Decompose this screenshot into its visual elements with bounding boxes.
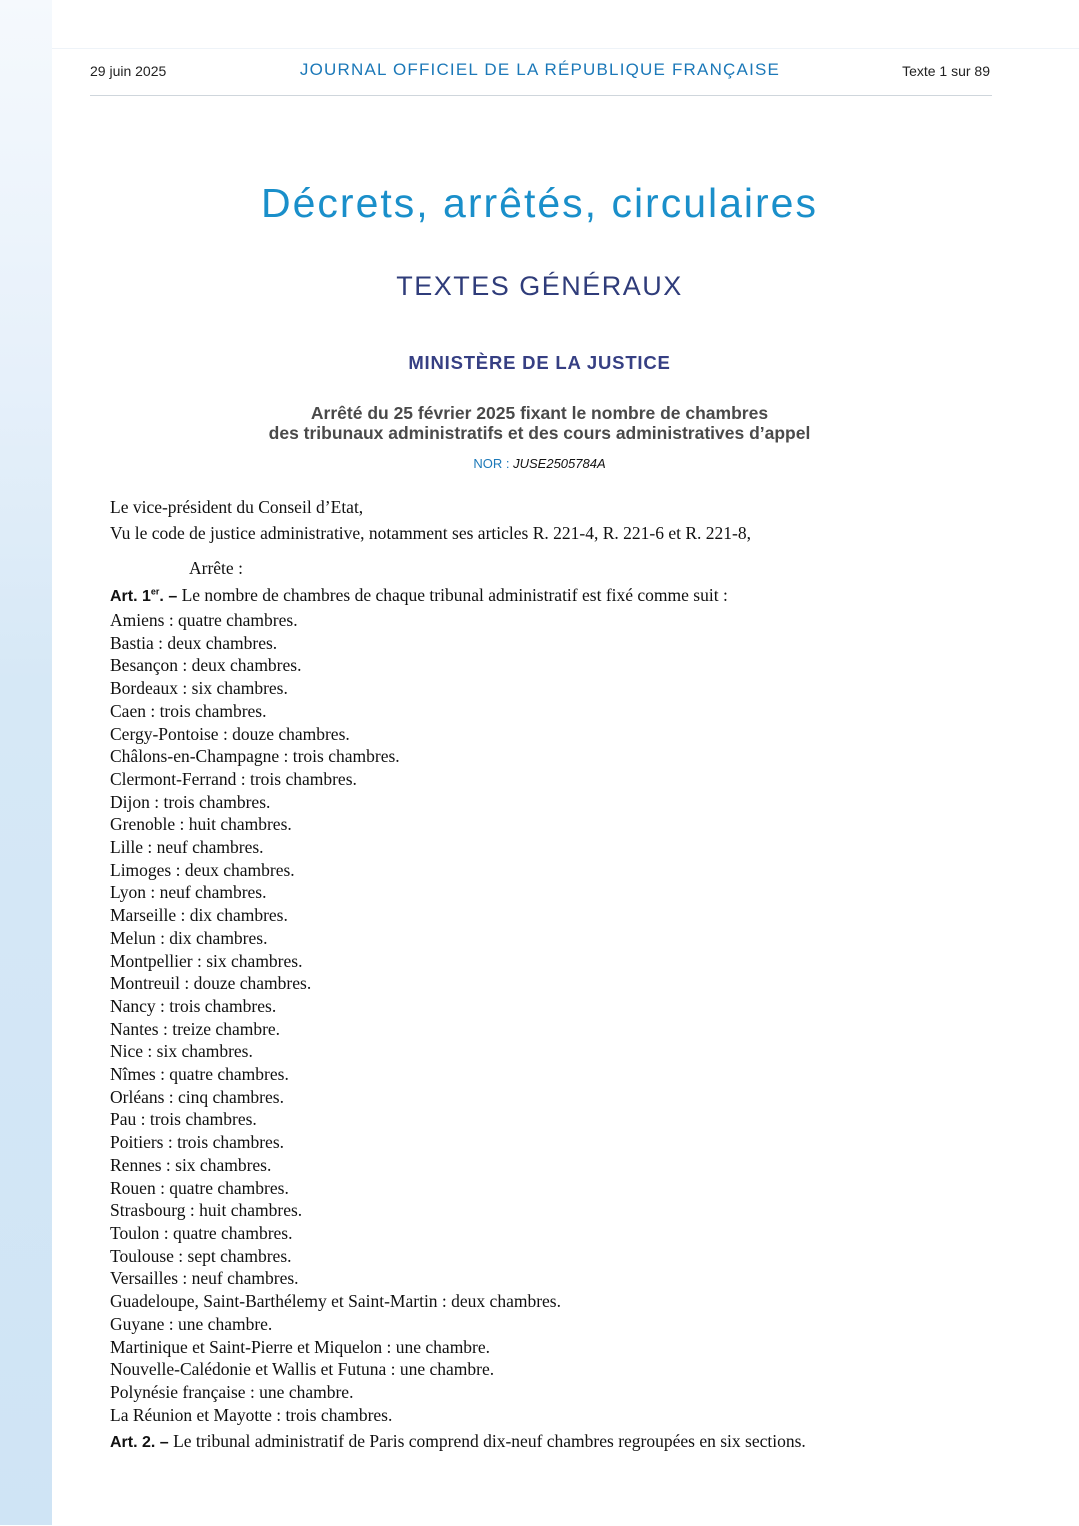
list-item: Amiens : quatre chambres.: [110, 610, 298, 630]
section-title: TEXTES GÉNÉRAUX: [396, 271, 683, 301]
list-item: Marseille : dix chambres.: [110, 905, 288, 926]
article-2: [110, 1431, 806, 1452]
article-1-text: Le nombre de chambres de chaque tribunal administratif est fixé comme suit :: [177, 585, 728, 605]
arrete-verb: Arrête :: [189, 558, 243, 578]
list-item: Nice : six chambres.: [110, 1041, 253, 1062]
ministry-heading: MINISTÈRE DE LA JUSTICE: [408, 352, 671, 373]
list-item: Caen : trois chambres.: [110, 700, 267, 721]
running-header: [90, 60, 990, 82]
list-item: Versailles : neuf chambres.: [110, 1268, 299, 1289]
article-1-heading: [110, 585, 728, 606]
list-item: Poitiers : trois chambres.: [110, 1132, 285, 1153]
list-item: Montpellier : six chambres.: [110, 950, 303, 971]
list-item: Guyane : une chambre.: [110, 1313, 273, 1334]
list-item: Guadeloupe, Saint-Barthélemy et Saint-Martin : deux chambres.: [110, 1291, 561, 1312]
preamble-line-1: Le vice-président du Conseil d’Etat,: [110, 497, 364, 517]
list-item: Lyon : neuf chambres.: [110, 882, 267, 903]
list-item: Orléans : cinq chambres.: [110, 1086, 284, 1107]
tribunal-list: [110, 609, 561, 1426]
article-2-label: Art. 2. –: [110, 1434, 169, 1451]
article-1-label: Art. 1er. –: [110, 586, 178, 605]
list-item: Châlons-en-Champagne : trois chambres.: [110, 746, 400, 767]
list-item: Toulon : quatre chambres.: [110, 1222, 293, 1243]
list-item: Polynésie française : une chambre.: [110, 1381, 354, 1402]
list-item: Bordeaux : six chambres.: [110, 678, 288, 699]
list-item: Nîmes : quatre chambres.: [110, 1064, 289, 1085]
nor-reference: [0, 456, 1079, 471]
list-item: Cergy-Pontoise : douze chambres.: [110, 723, 350, 744]
list-item: Toulouse : sept chambres.: [110, 1245, 292, 1266]
list-item: Besançon : deux chambres.: [110, 655, 302, 676]
list-item: La Réunion et Mayotte : trois chambres.: [110, 1404, 393, 1425]
arrete-title-line-2: des tribunaux administratifs et des cours administratives d’appel: [268, 423, 811, 443]
list-item: Melun : dix chambres.: [110, 927, 268, 948]
list-item: Lille : neuf chambres.: [110, 837, 264, 858]
left-margin-band: [0, 0, 52, 1525]
list-item: Nantes : treize chambre.: [110, 1018, 281, 1039]
header-text-number: Texte 1 sur 89: [902, 63, 990, 79]
list-item: Montreuil : douze chambres.: [110, 973, 312, 994]
nor-label: NOR :: [473, 456, 514, 471]
header-journal-name: JOURNAL OFFICIEL DE LA RÉPUBLIQUE FRANÇAISE: [299, 60, 781, 79]
list-item: Rouen : quatre chambres.: [110, 1177, 289, 1198]
list-item: Nouvelle-Calédonie et Wallis et Futuna : une chambre.: [110, 1359, 495, 1380]
list-item: Rennes : six chambres.: [110, 1154, 272, 1175]
list-item: Grenoble : huit chambres.: [110, 814, 292, 835]
arrete-title: [0, 403, 1079, 443]
list-item: Clermont-Ferrand : trois chambres.: [110, 768, 357, 789]
list-item: Martinique et Saint-Pierre et Miquelon : une chambre.: [110, 1336, 491, 1357]
preamble-line-2: Vu le code de justice administrative, notamment ses articles R. 221-4, R. 221-6 et R. 221-8,: [110, 523, 751, 543]
list-item: Strasbourg : huit chambres.: [110, 1200, 303, 1221]
article-2-text: Le tribunal administratif de Paris comprend dix-neuf chambres regroupées en six sections.: [168, 1431, 806, 1451]
list-item: Pau : trois chambres.: [110, 1109, 257, 1130]
arrete-title-line-1: Arrêté du 25 février 2025 fixant le nombre de chambres: [310, 403, 769, 423]
header-date: 29 juin 2025: [90, 63, 167, 79]
nor-value: JUSE2505784A: [513, 456, 606, 471]
list-item: Dijon : trois chambres.: [110, 791, 271, 812]
list-item: Nancy : trois chambres.: [110, 995, 277, 1016]
list-item: Bastia : deux chambres.: [110, 632, 278, 653]
main-title: Décrets, arrêtés, circulaires: [261, 180, 818, 226]
header-divider: [90, 95, 992, 96]
list-item: Limoges : deux chambres.: [110, 859, 295, 880]
